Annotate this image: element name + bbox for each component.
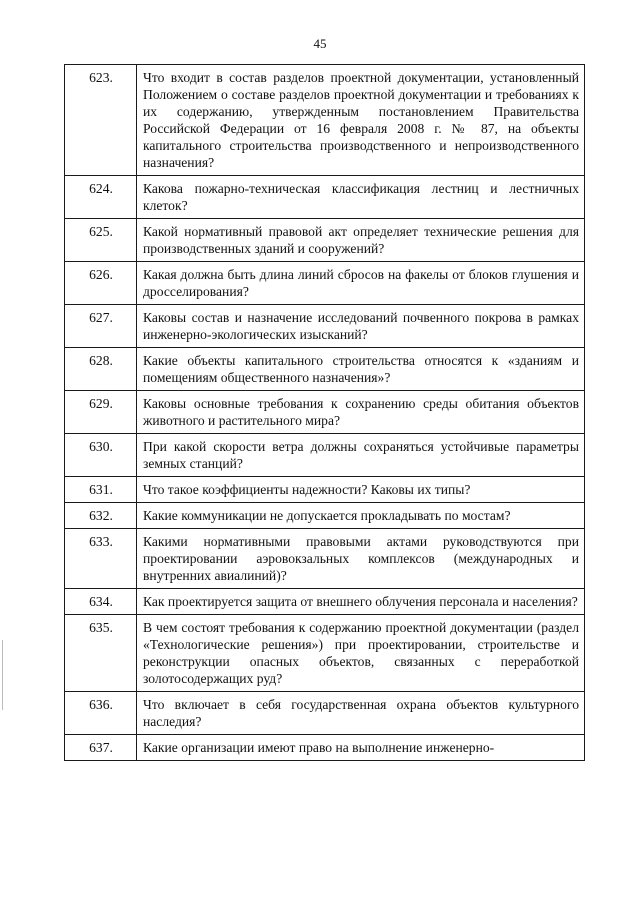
question-number: 627. [65, 305, 137, 348]
question-number: 633. [65, 529, 137, 589]
question-row [65, 219, 585, 262]
question-number: 631. [65, 477, 137, 503]
question-number: 630. [65, 434, 137, 477]
question-number: 632. [65, 503, 137, 529]
question-text: Какая должна быть длина линий сбросов на факелы от блоков глушения и дросселирования? [137, 262, 585, 305]
question-number: 626. [65, 262, 137, 305]
question-row [65, 348, 585, 391]
question-text: Какие организации имеют право на выполнение инженерно- [137, 735, 585, 761]
question-row [65, 615, 585, 692]
question-text: При какой скорости ветра должны сохраняться устойчивые параметры земных станций? [137, 434, 585, 477]
question-text: Что включает в себя государственная охрана объектов культурного наследия? [137, 692, 585, 735]
question-text: Какова пожарно-техническая классификация лестниц и лестничных клеток? [137, 176, 585, 219]
question-text: Как проектируется защита от внешнего облучения персонала и населения? [137, 589, 585, 615]
questions-table-body [65, 65, 585, 761]
question-text: Каковы основные требования к сохранению среды обитания объектов животного и растительного мира? [137, 391, 585, 434]
question-number: 629. [65, 391, 137, 434]
question-row [65, 692, 585, 735]
question-number: 624. [65, 176, 137, 219]
question-text: Какой нормативный правовой акт определяет технические решения для производственных зданий и сооружений? [137, 219, 585, 262]
questions-table [64, 64, 585, 761]
question-text: Что такое коэффициенты надежности? Каковы их типы? [137, 477, 585, 503]
question-row [65, 735, 585, 761]
question-row [65, 305, 585, 348]
question-text: Что входит в состав разделов проектной документации, установленный Положением о составе разделов проектной документации и требованиях к их содержанию, утвержденным постановлением Правительства Российской Федерации от 16 февраля 2008 г. № 87, на объекты капитального строительства производственного и непроизводственного назначения? [137, 65, 585, 176]
question-text: Какие объекты капитального строительства относятся к «зданиям и помещениям общественного назначения»? [137, 348, 585, 391]
question-number: 628. [65, 348, 137, 391]
question-row [65, 477, 585, 503]
question-number: 635. [65, 615, 137, 692]
question-text: Каковы состав и назначение исследований почвенного покрова в рамках инженерно-экологических изысканий? [137, 305, 585, 348]
question-text: Какие коммуникации не допускается прокладывать по мостам? [137, 503, 585, 529]
question-row [65, 176, 585, 219]
scan-edge-mark [2, 640, 3, 710]
question-number: 637. [65, 735, 137, 761]
question-row [65, 262, 585, 305]
question-row [65, 589, 585, 615]
question-number: 623. [65, 65, 137, 176]
question-number: 636. [65, 692, 137, 735]
question-text: В чем состоят требования к содержанию проектной документации (раздел «Технологические решения») при проектировании, строительстве и реконструкции опасных объектов, связанных с переработкой золотосодержащих руд? [137, 615, 585, 692]
question-row [65, 529, 585, 589]
question-row [65, 503, 585, 529]
question-number: 634. [65, 589, 137, 615]
question-text: Какими нормативными правовыми актами руководствуются при проектировании аэровокзальных комплексов (международных и внутренних авиалиний)? [137, 529, 585, 589]
question-row [65, 434, 585, 477]
question-number: 625. [65, 219, 137, 262]
page-number: 45 [313, 36, 327, 51]
question-row [65, 391, 585, 434]
question-row [65, 65, 585, 176]
